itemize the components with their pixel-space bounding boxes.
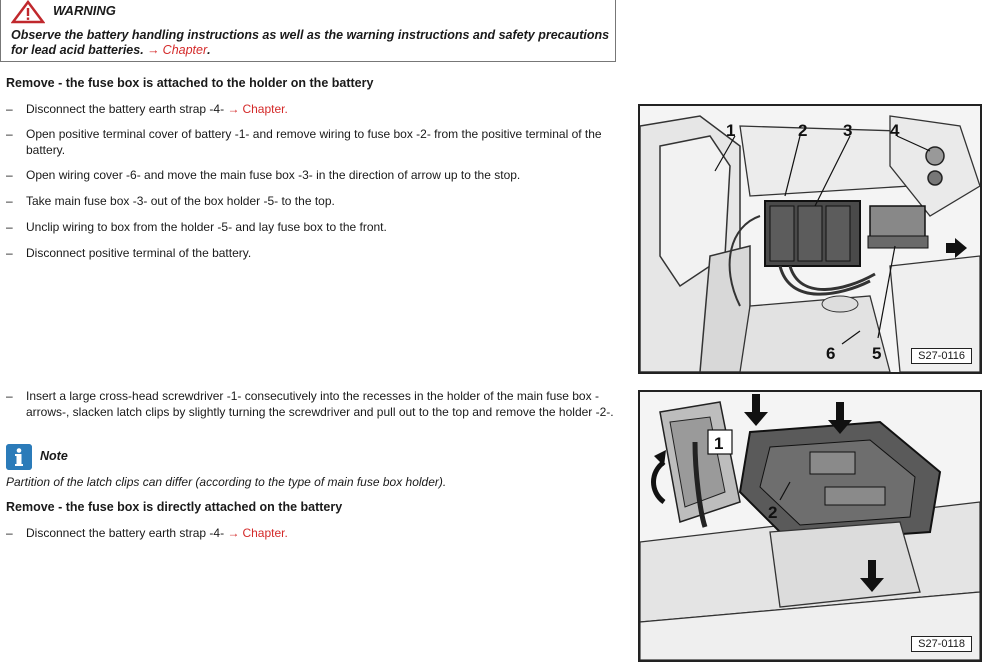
note-text: Partition of the latch clips can differ (according to the type of main fuse box holder).: [6, 475, 447, 489]
link-arrow-icon: →: [227, 102, 240, 116]
warning-box: [0, 0, 616, 62]
figure-holder-removal: [638, 390, 982, 662]
callout-label: 2: [768, 503, 778, 522]
step-item: – Take main fuse box -3- out of the box holder -5- to the top.: [6, 194, 335, 208]
note-title: Note: [40, 449, 68, 463]
section-heading-direct: Remove - the fuse box is directly attached on the battery: [6, 500, 343, 514]
link-arrow-icon: →: [227, 526, 240, 540]
callout-label: 4: [890, 121, 900, 140]
step-item: – Disconnect the battery earth strap -4- → Chapter.: [6, 526, 288, 540]
figure-fuse-box-holder: [638, 104, 982, 374]
callout-label: 3: [843, 121, 853, 140]
step-item: – Open wiring cover -6- and move the main fuse box -3- in the direction of arrow up to the stop.: [6, 168, 521, 182]
step-item: – Open positive terminal cover of battery -1- and remove wiring to fuse box -2- from the positive terminal of the battery.: [6, 127, 602, 157]
figure-label: S27-0116: [911, 348, 972, 364]
callout-label: 2: [798, 121, 808, 140]
section-heading-holder: Remove - the fuse box is attached to the holder on the battery: [6, 76, 374, 90]
fuse-box-illustration: [640, 106, 980, 372]
chapter-link[interactable]: → Chapter: [227, 526, 285, 540]
info-icon: [6, 444, 32, 470]
warning-icon: [11, 0, 45, 24]
figure-label: S27-0118: [911, 636, 972, 652]
warning-text: Observe the battery handling instructions as well as the warning instructions and safety precautions for lead acid batteries. → Chapter.: [11, 28, 610, 57]
callout-label: 1: [714, 434, 724, 453]
chapter-link[interactable]: → Chapter: [227, 102, 285, 116]
chapter-link[interactable]: → Chapter: [147, 43, 208, 57]
step-item: – Disconnect the battery earth strap -4- → Chapter.: [6, 102, 288, 116]
step-item: – Unclip wiring to box from the holder -5- and lay fuse box to the front.: [6, 220, 387, 234]
warning-title: WARNING: [53, 3, 116, 18]
step-item: – Disconnect positive terminal of the battery.: [6, 246, 252, 260]
holder-removal-illustration: [640, 392, 980, 660]
warning-body: Observe the battery handling instructions as well as the warning instructions and safety precautions for lead acid batteries.: [11, 28, 610, 57]
callout-label: 1: [726, 121, 736, 140]
callout-label: 6: [826, 344, 836, 363]
step-item: – Insert a large cross-head screwdriver -1- consecutively into the recesses in the holder of the main fuse box -arrows-, slacken latch clips by slightly turning the screwdriver and pull out to the top and remove the holder -2-.: [6, 389, 614, 419]
link-arrow-icon: →: [147, 43, 160, 57]
callout-label: 5: [872, 344, 882, 363]
